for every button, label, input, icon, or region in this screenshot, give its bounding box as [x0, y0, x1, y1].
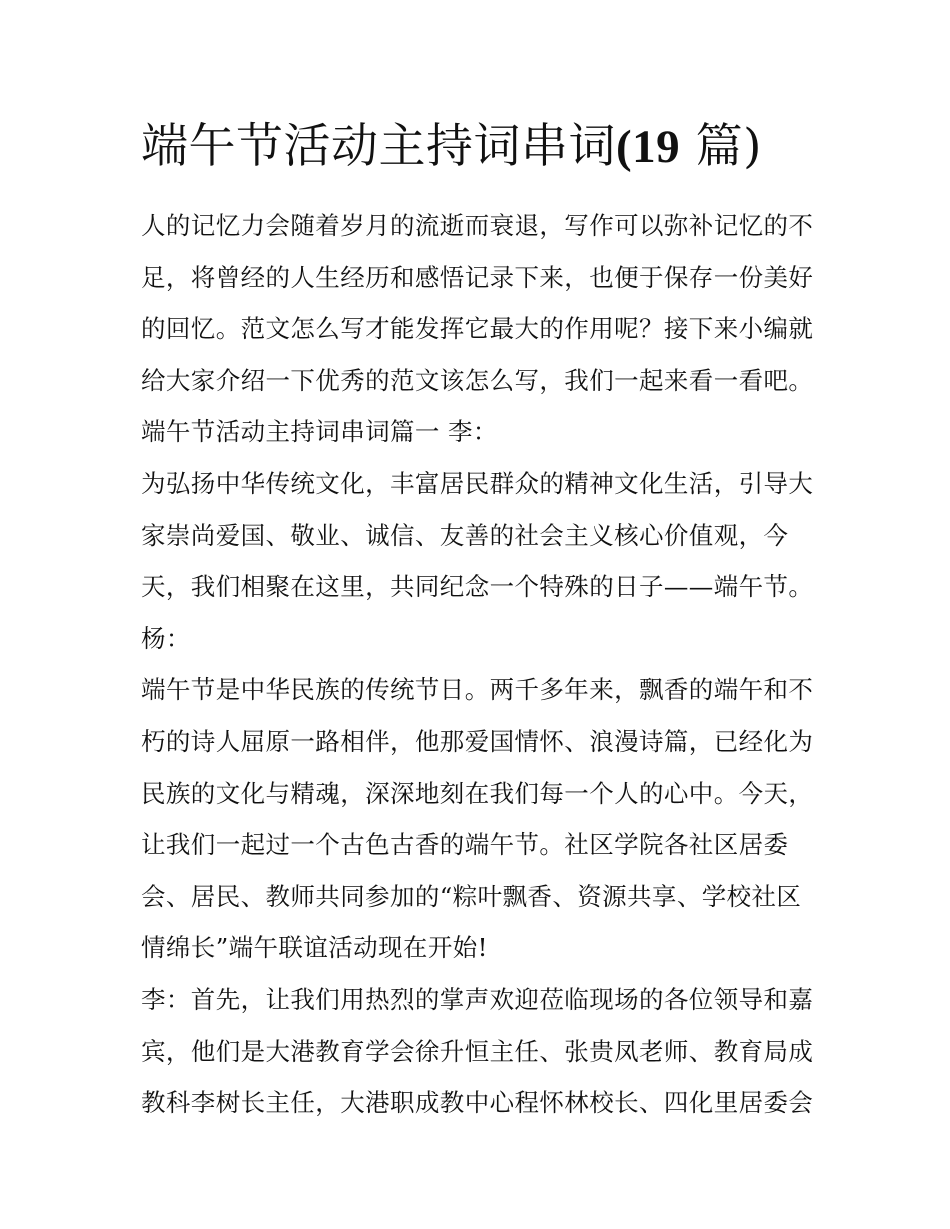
text-line: 为弘扬中华传统文化，丰富居民群众的精神文化生活，引导大	[141, 468, 814, 498]
text-line: 足，将曾经的人生经历和感悟记录下来，也便于保存一份美好	[141, 262, 814, 292]
text-line: 会、居民、教师共同参加的“粽叶飘香、资源共享、学校社区	[141, 881, 802, 911]
text-line: 教科李树长主任，大港职成教中心程怀林校长、四化里居委会	[141, 1088, 814, 1118]
text-line: 民族的文化与精魂，深深地刻在我们每一个人的心中。今天，	[141, 778, 814, 808]
text-line: 李：首先，让我们用热烈的掌声欢迎莅临现场的各位领导和嘉	[141, 984, 814, 1014]
document-title	[141, 118, 841, 176]
text-line: 家崇尚爱国、敬业、诚信、友善的社会主义核心价值观，今	[141, 520, 789, 550]
text-line: 的回忆。范文怎么写才能发挥它最大的作用呢？接下来小编就	[141, 314, 814, 344]
speaker-label: 杨：	[141, 623, 191, 653]
title-count: (19	[616, 121, 681, 173]
text-line: 让我们一起过一个古色古香的端午节。社区学院各社区居委	[141, 830, 789, 860]
title-suffix: 篇)	[680, 119, 762, 174]
title-main: 端午节活动主持词串词	[141, 119, 616, 174]
text-line: 情绵长”端午联谊活动现在开始!	[141, 933, 488, 963]
text-line: 给大家介绍一下优秀的范文该怎么写，我们一起来看一看吧。	[141, 365, 814, 395]
text-line: 宾，他们是大港教育学会徐升恒主任、张贵凤老师、教育局成	[141, 1036, 814, 1066]
document-body	[141, 200, 821, 1129]
text-line: 天，我们相聚在这里，共同纪念一个特殊的日子——端午节。	[141, 572, 814, 602]
text-line: 人的记忆力会随着岁月的流逝而衰退，写作可以弥补记忆的不	[141, 211, 814, 240]
text-line: 朽的诗人屈原一路相伴，他那爱国情怀、浪漫诗篇，已经化为	[141, 726, 814, 756]
text-line: 端午节是中华民族的传统节日。两千多年来，飘香的端午和不	[141, 675, 814, 705]
section-heading: 端午节活动主持词串词篇一 李：	[141, 417, 498, 447]
